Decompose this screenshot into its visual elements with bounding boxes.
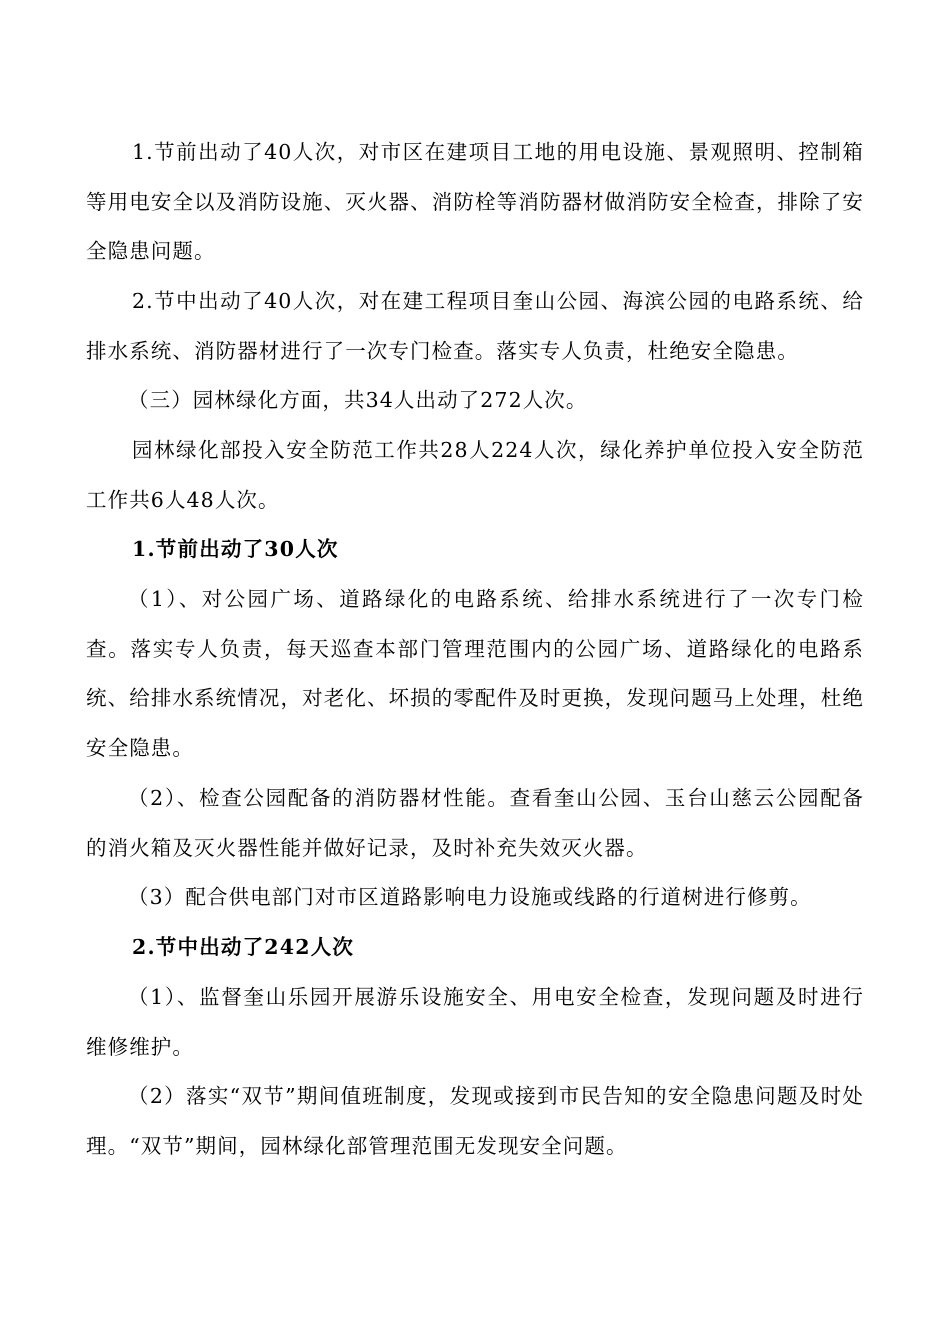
paragraph-item-3-tree-trimming: （3）配合供电部门对市区道路影响电力设施或线路的行道树进行修剪。 — [128, 885, 812, 909]
paragraph-item-2-duty-system: （2）落实“双节”期间值班制度，发现或接到市民告知的安全隐患问题及时处理。“双节”期间，园林绿化部管理范围无发现安全问题。 — [86, 1084, 864, 1158]
paragraph-item-1-amusement-safety: （1）、监督奎山乐园开展游乐设施安全、用电安全检查，发现问题及时进行维修维护。 — [86, 985, 864, 1059]
subheading-pre-holiday-30: 1.节前出动了30人次 — [132, 537, 339, 561]
paragraph-item-2-fire-equipment: （2）、检查公园配备的消防器材性能。查看奎山公园、玉台山慈云公园配备的消火箱及灭火器性能并做好记录，及时补充失效灭火器。 — [86, 786, 864, 860]
section-heading-landscaping: （三）园林绿化方面，共34人出动了272人次。 — [128, 388, 588, 412]
paragraph-item-1-system-inspection: （1）、对公园广场、道路绿化的电路系统、给排水系统进行了一次专门检查。落实专人负责，每天巡查本部门管理范围内的公园广场、道路绿化的电路系统、给排水系统情况，对老化、坏损的零配件及时更换，发现问题马上处理，杜绝安全隐患。 — [86, 587, 864, 760]
paragraph-mid-holiday-construction-check: 2.节中出动了40人次，对在建工程项目奎山公园、海滨公园的电路系统、给排水系统、消防器材进行了一次专门检查。落实专人负责，杜绝安全隐患。 — [86, 289, 864, 363]
subheading-mid-holiday-242: 2.节中出动了242人次 — [132, 935, 355, 959]
paragraph-landscaping-staffing: 园林绿化部投入安全防范工作共28人224人次，绿化养护单位投入安全防范工作共6人48人次。 — [86, 438, 864, 512]
paragraph-pre-holiday-construction-check: 1.节前出动了40人次，对市区在建项目工地的用电设施、景观照明、控制箱等用电安全以及消防设施、灭火器、消防栓等消防器材做消防安全检查，排除了安全隐患问题。 — [86, 140, 864, 264]
